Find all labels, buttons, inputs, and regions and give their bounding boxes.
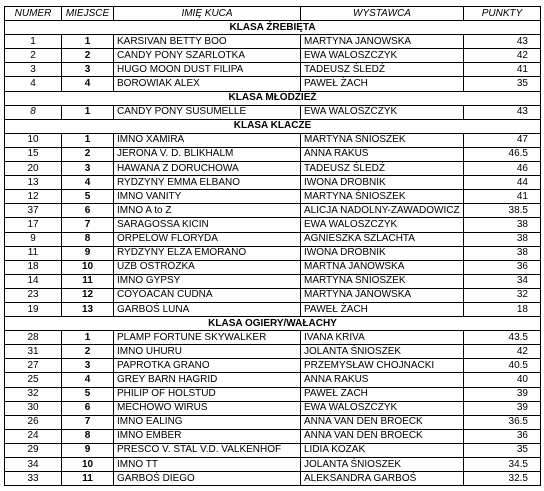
cell-imie-kuca: JERONA V. D. BLIKHALM (114, 147, 301, 161)
cell-imie-kuca: IMNO EMBER (114, 429, 301, 443)
cell-imie-kuca: IMNO GYPSY (114, 274, 301, 288)
results-table (4, 6, 541, 486)
cell-numer: 31 (5, 345, 62, 359)
cell-punkty: 35 (464, 77, 541, 91)
header-row (5, 7, 541, 21)
cell-punkty: 36 (464, 260, 541, 274)
cell-imie-kuca: CANDY PONY SZARLOTKA (114, 49, 301, 63)
cell-imie-kuca: UZB OSTRÓŻKA (114, 260, 301, 274)
table-row (5, 359, 541, 373)
cell-miejsce: 10 (62, 458, 114, 472)
table-row (5, 190, 541, 204)
cell-wystawca: JOLANTA ŚNIOSZEK (301, 458, 464, 472)
table-row (5, 260, 541, 274)
cell-wystawca: ANNA VAN DEN BROECK (301, 429, 464, 443)
cell-wystawca: LIDIA KOZAK (301, 443, 464, 457)
cell-wystawca: MARTYNA JANOWSKA (301, 35, 464, 49)
cell-imie-kuca: IMNO XAMIRA (114, 133, 301, 147)
cell-numer: 19 (5, 302, 62, 316)
table-row (5, 458, 541, 472)
table-row (5, 77, 541, 91)
cell-miejsce: 10 (62, 260, 114, 274)
cell-miejsce: 1 (62, 35, 114, 49)
cell-punkty: 43 (464, 105, 541, 119)
cell-wystawca: ALICJA NADOLNY-ZAWADOWICZ (301, 204, 464, 218)
cell-wystawca: PAWEŁ ŻACH (301, 302, 464, 316)
cell-numer: 17 (5, 218, 62, 232)
cell-punkty: 38.5 (464, 204, 541, 218)
header-imie-kuca: IMIĘ KUCA (114, 7, 301, 21)
cell-numer: 37 (5, 204, 62, 218)
cell-punkty: 40 (464, 373, 541, 387)
cell-miejsce: 5 (62, 190, 114, 204)
cell-miejsce: 8 (62, 232, 114, 246)
table-row (5, 288, 541, 302)
cell-wystawca: ANNA RAKUS (301, 373, 464, 387)
cell-wystawca: EWA WALOSZCZYK (301, 105, 464, 119)
cell-imie-kuca: HUGO MOON DUST FILIPA (114, 63, 301, 77)
cell-punkty: 36 (464, 429, 541, 443)
table-row (5, 472, 541, 486)
section-title: KLASA MŁODZIEŻ (5, 91, 541, 105)
cell-wystawca: JOLANTA ŚNIOSZEK (301, 345, 464, 359)
cell-miejsce: 11 (62, 274, 114, 288)
cell-punkty: 39 (464, 401, 541, 415)
table-row (5, 246, 541, 260)
cell-numer: 15 (5, 147, 62, 161)
cell-miejsce: 3 (62, 162, 114, 176)
table-row (5, 443, 541, 457)
cell-imie-kuca: GARBOŚ DIEGO (114, 472, 301, 486)
cell-imie-kuca: IMNO VANITY (114, 190, 301, 204)
cell-miejsce: 6 (62, 401, 114, 415)
table-row (5, 35, 541, 49)
table-row (5, 49, 541, 63)
cell-punkty: 38 (464, 218, 541, 232)
cell-punkty: 32.5 (464, 472, 541, 486)
section-header-row (5, 317, 541, 331)
cell-numer: 25 (5, 373, 62, 387)
cell-wystawca: ALEKSANDRA GARBOŚ (301, 472, 464, 486)
section-header-row (5, 119, 541, 133)
cell-imie-kuca: RYDZYNY EMMA ELBANO (114, 176, 301, 190)
cell-numer: 11 (5, 246, 62, 260)
table-row (5, 176, 541, 190)
cell-imie-kuca: RYDZYNY ELZA EMORANO (114, 246, 301, 260)
table-row (5, 232, 541, 246)
cell-miejsce: 9 (62, 246, 114, 260)
cell-numer: 9 (5, 232, 62, 246)
cell-wystawca: MARTYNA JANOWSKA (301, 288, 464, 302)
cell-miejsce: 1 (62, 105, 114, 119)
cell-numer: 8 (5, 105, 62, 119)
table-row (5, 302, 541, 316)
cell-numer: 32 (5, 387, 62, 401)
cell-punkty: 42 (464, 49, 541, 63)
cell-wystawca: TADEUSZ ŚLEDŹ (301, 162, 464, 176)
cell-imie-kuca: KARSIVAN BETTY BOO (114, 35, 301, 49)
cell-numer: 33 (5, 472, 62, 486)
cell-punkty: 34.5 (464, 458, 541, 472)
cell-numer: 2 (5, 49, 62, 63)
cell-punkty: 18 (464, 302, 541, 316)
cell-wystawca: IVANA KRIVA (301, 331, 464, 345)
cell-numer: 1 (5, 35, 62, 49)
table-row (5, 204, 541, 218)
cell-numer: 26 (5, 415, 62, 429)
cell-numer: 29 (5, 443, 62, 457)
cell-imie-kuca: PRESCO V. STAL V.D. VALKENHOF (114, 443, 301, 457)
cell-numer: 30 (5, 401, 62, 415)
cell-wystawca: PAWEŁ ŻACH (301, 387, 464, 401)
cell-miejsce: 2 (62, 49, 114, 63)
table-row (5, 429, 541, 443)
cell-imie-kuca: PLAMP FORTUNE SKYWALKER (114, 331, 301, 345)
cell-miejsce: 13 (62, 302, 114, 316)
cell-wystawca: MARTYNA ŚNIOSZEK (301, 274, 464, 288)
cell-numer: 12 (5, 190, 62, 204)
cell-imie-kuca: GARBOŚ LUNA (114, 302, 301, 316)
table-row (5, 63, 541, 77)
cell-imie-kuca: PHILIP OF HOLSTUD (114, 387, 301, 401)
cell-wystawca: MARTNA JANOWSKA (301, 260, 464, 274)
table-row (5, 274, 541, 288)
table-row (5, 162, 541, 176)
table-row (5, 218, 541, 232)
cell-imie-kuca: PAPROTKA GRANO (114, 359, 301, 373)
cell-numer: 14 (5, 274, 62, 288)
cell-miejsce: 11 (62, 472, 114, 486)
cell-numer: 20 (5, 162, 62, 176)
cell-imie-kuca: IMNO A to Z (114, 204, 301, 218)
cell-wystawca: IWONA DROBNIK (301, 176, 464, 190)
cell-imie-kuca: IMNO UHURU (114, 345, 301, 359)
cell-numer: 18 (5, 260, 62, 274)
cell-punkty: 38 (464, 246, 541, 260)
cell-numer: 13 (5, 176, 62, 190)
cell-punkty: 46 (464, 162, 541, 176)
cell-imie-kuca: BOROWIAK ALEX (114, 77, 301, 91)
cell-punkty: 40.5 (464, 359, 541, 373)
cell-imie-kuca: GREY BARN HAGRID (114, 373, 301, 387)
cell-numer: 24 (5, 429, 62, 443)
cell-miejsce: 2 (62, 345, 114, 359)
cell-miejsce: 7 (62, 218, 114, 232)
table-row (5, 105, 541, 119)
cell-numer: 4 (5, 77, 62, 91)
cell-numer: 28 (5, 331, 62, 345)
table-row (5, 147, 541, 161)
cell-miejsce: 2 (62, 147, 114, 161)
table-row (5, 387, 541, 401)
cell-imie-kuca: ORPELÓW FLORYDA (114, 232, 301, 246)
table-row (5, 345, 541, 359)
cell-punkty: 43.5 (464, 331, 541, 345)
cell-punkty: 47 (464, 133, 541, 147)
cell-punkty: 41 (464, 190, 541, 204)
cell-miejsce: 4 (62, 176, 114, 190)
cell-wystawca: MARTYNA ŚNIOSZEK (301, 133, 464, 147)
cell-punkty: 41 (464, 63, 541, 77)
header-numer: NUMER (5, 7, 62, 21)
cell-wystawca: ANNA RAKUS (301, 147, 464, 161)
cell-imie-kuca: COYOACAN CUDNA (114, 288, 301, 302)
section-header-row (5, 21, 541, 35)
cell-miejsce: 5 (62, 387, 114, 401)
cell-wystawca: MARTYNA ŚNIOSZEK (301, 190, 464, 204)
cell-punkty: 39 (464, 387, 541, 401)
cell-punkty: 42 (464, 345, 541, 359)
table-row (5, 415, 541, 429)
results-document (4, 6, 540, 486)
cell-imie-kuca: SARAGOSSA KICIN (114, 218, 301, 232)
cell-wystawca: IWONA DROBNIK (301, 246, 464, 260)
cell-miejsce: 9 (62, 443, 114, 457)
cell-punkty: 34 (464, 274, 541, 288)
cell-miejsce: 12 (62, 288, 114, 302)
cell-miejsce: 3 (62, 63, 114, 77)
cell-imie-kuca: IMNO TT (114, 458, 301, 472)
cell-miejsce: 6 (62, 204, 114, 218)
cell-numer: 3 (5, 63, 62, 77)
cell-miejsce: 1 (62, 133, 114, 147)
cell-wystawca: PRZEMYSŁAW CHOJNACKI (301, 359, 464, 373)
cell-imie-kuca: IMNO EALING (114, 415, 301, 429)
cell-numer: 34 (5, 458, 62, 472)
cell-miejsce: 4 (62, 373, 114, 387)
cell-punkty: 32 (464, 288, 541, 302)
table-row (5, 133, 541, 147)
section-title: KLASA KLACZE (5, 119, 541, 133)
cell-miejsce: 3 (62, 359, 114, 373)
cell-wystawca: ANNA VAN DEN BROECK (301, 415, 464, 429)
table-row (5, 373, 541, 387)
cell-wystawca: PAWEŁ ŻACH (301, 77, 464, 91)
cell-punkty: 35 (464, 443, 541, 457)
cell-punkty: 43 (464, 35, 541, 49)
cell-miejsce: 1 (62, 331, 114, 345)
cell-miejsce: 4 (62, 77, 114, 91)
section-title: KLASA OGIERY/WAŁACHY (5, 317, 541, 331)
section-header-row (5, 91, 541, 105)
cell-punkty: 46.5 (464, 147, 541, 161)
section-title: KLASA ŹREBIĘTA (5, 21, 541, 35)
cell-miejsce: 8 (62, 429, 114, 443)
cell-punkty: 38 (464, 232, 541, 246)
cell-wystawca: TADEUSZ ŚLEDŹ (301, 63, 464, 77)
results-table-body (5, 7, 541, 486)
cell-miejsce: 7 (62, 415, 114, 429)
cell-wystawca: EWA WALOSZCZYK (301, 218, 464, 232)
header-wystawca: WYSTAWCA (301, 7, 464, 21)
cell-numer: 10 (5, 133, 62, 147)
cell-imie-kuca: MECHOWO WIRUS (114, 401, 301, 415)
cell-wystawca: AGNIESZKA SZLACHTA (301, 232, 464, 246)
cell-punkty: 36.5 (464, 415, 541, 429)
cell-punkty: 44 (464, 176, 541, 190)
header-miejsce: MIEJSCE (62, 7, 114, 21)
table-row (5, 331, 541, 345)
cell-imie-kuca: HAWANA Z DORUCHOWA (114, 162, 301, 176)
table-row (5, 401, 541, 415)
header-punkty: PUNKTY (464, 7, 541, 21)
cell-imie-kuca: CANDY PONY SUSUMELLE (114, 105, 301, 119)
cell-numer: 23 (5, 288, 62, 302)
cell-numer: 27 (5, 359, 62, 373)
cell-wystawca: EWA WALOSZCZYK (301, 401, 464, 415)
cell-wystawca: EWA WALOSZCZYK (301, 49, 464, 63)
